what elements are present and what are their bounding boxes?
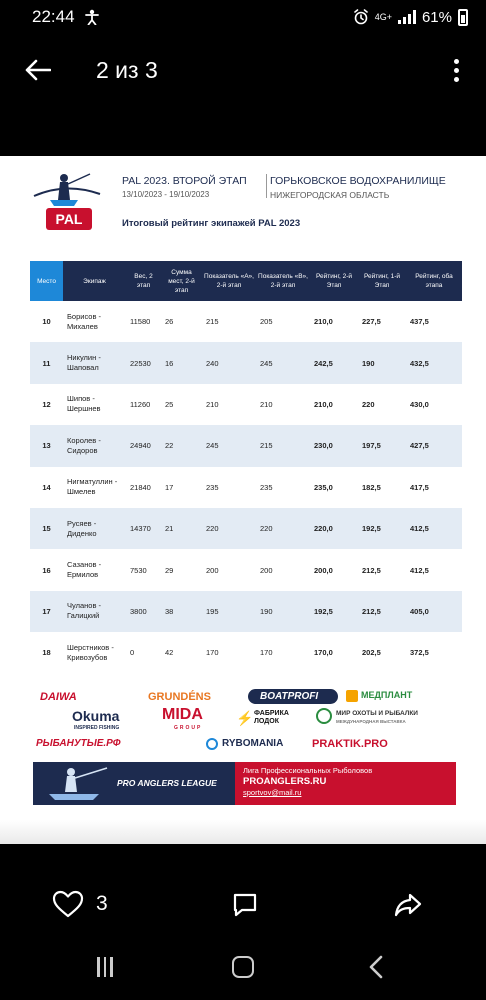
cell-place: 15 <box>30 508 63 549</box>
cell-place: 11 <box>30 342 63 383</box>
table-row <box>30 591 462 632</box>
share-icon <box>394 892 422 918</box>
cell-b: 220 <box>256 508 310 549</box>
cell-place: 12 <box>42 399 51 409</box>
arrow-left-icon <box>25 59 51 81</box>
cell-crew: Сазанов - Ермилов <box>67 560 102 580</box>
column-header: Показатель «В», 2-й этап <box>256 261 310 301</box>
table-row <box>30 632 462 673</box>
cell-a: 235 <box>206 482 219 492</box>
signal-icon <box>398 10 416 24</box>
cell-total: 432,5 <box>406 342 462 383</box>
pal-logo-text: PAL <box>46 208 92 230</box>
cell-a: 195 <box>202 591 256 632</box>
sponsor-rybanutye: РЫБАНУТЫЕ.РФ <box>36 738 121 749</box>
cell-a: 215 <box>206 317 219 327</box>
cell-total: 412,5 <box>406 508 462 549</box>
event-place: ГОРЬКОВСКОЕ ВОДОХРАНИЛИЩЕ <box>270 175 446 187</box>
event-region: НИЖЕГОРОДСКАЯ ОБЛАСТЬ <box>270 190 390 200</box>
column-header: Рейтинг, оба этапа <box>406 261 462 301</box>
home-button[interactable] <box>232 956 254 978</box>
table-header-row <box>30 261 462 301</box>
cell-weight: 11260 <box>130 399 151 409</box>
league-site: PROANGLERS.RU <box>243 776 327 787</box>
sponsor-daiwa: DAIWA <box>40 691 77 703</box>
table-row <box>30 508 462 549</box>
back-button[interactable] <box>18 50 58 90</box>
sponsor-logos <box>34 688 454 758</box>
cell-weight: 11580 <box>130 317 151 327</box>
cell-r1: 202,5 <box>362 648 381 658</box>
cell-r2: 210,0 <box>314 317 333 327</box>
cell-crew: Шерстников - Кривозубов <box>67 642 114 662</box>
cell-place: 16 <box>42 565 51 575</box>
cell-b: 200 <box>260 565 273 575</box>
like-count: 3 <box>96 892 108 915</box>
league-org: Лига Профессиональных Рыболовов <box>243 766 373 775</box>
cell-b: 170 <box>260 648 273 658</box>
system-back-button[interactable] <box>368 955 384 984</box>
column-header: Рейтинг, 1-й Этап <box>358 261 406 301</box>
cell-sum: 17 <box>165 482 174 492</box>
cell-total: 412,5 <box>410 565 429 575</box>
angler-icon <box>30 172 102 212</box>
cell-r1: 212,5 <box>362 565 381 575</box>
cell-r1: 197,5 <box>358 425 406 466</box>
table-title: Итоговый рейтинг экипажей PAL 2023 <box>122 218 301 229</box>
table-row <box>30 549 462 590</box>
cell-crew: Королев - Сидоров <box>63 425 126 466</box>
cell-a: 200 <box>206 565 219 575</box>
cell-a: 245 <box>202 425 256 466</box>
cell-total: 405,0 <box>406 591 462 632</box>
cell-crew: Чуланов - Галицкий <box>63 591 126 632</box>
league-banner <box>33 762 456 805</box>
cell-r1: 182,5 <box>362 482 381 492</box>
cell-sum: 42 <box>165 648 174 658</box>
sponsor-mida-sub: GROUP <box>174 725 203 731</box>
cell-sum: 21 <box>161 508 202 549</box>
network-type: 4G+ <box>374 11 392 22</box>
cell-sum: 22 <box>161 425 202 466</box>
heart-icon <box>52 890 84 918</box>
cell-r1: 220 <box>362 399 375 409</box>
cell-b: 205 <box>260 317 273 327</box>
cell-total: 437,5 <box>410 317 429 327</box>
viewer-top-bar <box>0 40 486 100</box>
document-header <box>30 168 460 238</box>
share-button[interactable] <box>394 892 422 923</box>
like-button[interactable] <box>52 890 108 918</box>
table-row <box>30 467 462 508</box>
battery-percent: 61% <box>421 8 452 26</box>
cell-sum: 16 <box>161 342 202 383</box>
league-name: PRO ANGLERS LEAGUE <box>117 778 217 788</box>
cell-place: 10 <box>42 317 51 327</box>
cell-b: 235 <box>260 482 273 492</box>
cell-weight: 14370 <box>126 508 161 549</box>
league-email: sportvov@mail.ru <box>243 788 302 797</box>
cell-crew: Нигматуллин - Шмелев <box>67 477 118 497</box>
sponsor-okuma: Okuma <box>72 708 120 724</box>
cell-weight: 24940 <box>126 425 161 466</box>
event-title: PAL 2023. ВТОРОЙ ЭТАП <box>122 175 247 187</box>
cell-r1: 227,5 <box>362 317 381 327</box>
cell-a: 170 <box>206 648 219 658</box>
status-bar <box>0 0 486 34</box>
cell-a: 220 <box>202 508 256 549</box>
comment-button[interactable] <box>232 892 258 923</box>
cell-total: 372,5 <box>410 648 429 658</box>
column-header: Показатель «А», 2-й этап <box>202 261 256 301</box>
cell-total: 427,5 <box>406 425 462 466</box>
cell-sum: 26 <box>165 317 174 327</box>
cell-r2: 210,0 <box>314 399 333 409</box>
sponsor-grundens: GRUNDÉNS <box>148 691 211 703</box>
cell-weight: 0 <box>130 648 135 658</box>
system-nav-bar <box>0 942 486 992</box>
cell-weight: 7530 <box>130 565 147 575</box>
cell-place: 13 <box>30 425 63 466</box>
cell-place: 18 <box>42 648 51 658</box>
cell-total: 430,0 <box>410 399 429 409</box>
cell-crew: Борисов - Михалев <box>67 311 102 331</box>
event-dates: 13/10/2023 - 19/10/2023 <box>122 190 210 199</box>
cell-weight: 22530 <box>126 342 161 383</box>
cell-sum: 38 <box>161 591 202 632</box>
accessibility-icon <box>85 9 99 25</box>
cell-r2: 170,0 <box>314 648 333 658</box>
photo-actions <box>0 880 486 930</box>
more-options-button[interactable] <box>446 55 466 85</box>
sponsor-okuma-sub: INSPIRED FISHING <box>74 725 120 731</box>
sponsor-rybomania-icon <box>206 738 218 750</box>
cell-weight: 21840 <box>130 482 151 492</box>
rating-table <box>30 261 462 674</box>
pal-logo <box>30 172 102 236</box>
column-header: Место <box>30 261 63 301</box>
sponsor-mir-icon <box>316 708 332 724</box>
cell-place: 14 <box>42 482 51 492</box>
sponsor-fabrika-icon: ⚡ <box>236 710 254 726</box>
cell-a: 210 <box>206 399 219 409</box>
sponsor-mir: МИР ОХОТЫ И РЫБАЛКИ <box>336 710 418 717</box>
sponsor-mir-sub: МЕЖДУНАРОДНАЯ ВЫСТАВКА <box>336 719 406 724</box>
cell-r1: 190 <box>358 342 406 383</box>
cell-b: 215 <box>256 425 310 466</box>
recent-apps-button[interactable] <box>97 957 117 977</box>
sponsor-praktik: PRAKTIK.PRO <box>312 738 388 750</box>
cell-a: 240 <box>202 342 256 383</box>
photo <box>0 156 486 844</box>
sponsor-fabrika: ФАБРИКА ЛОДОК <box>254 710 289 725</box>
league-banner-left <box>33 762 235 805</box>
table-row <box>30 384 462 425</box>
image-counter: 2 из 3 <box>96 56 158 83</box>
cell-crew: Русяев - Диденко <box>63 508 126 549</box>
cell-total: 417,5 <box>410 482 429 492</box>
angler-boat-icon <box>43 764 113 804</box>
chevron-left-icon <box>368 955 384 979</box>
battery-icon <box>458 9 468 26</box>
cell-r2: 235,0 <box>314 482 333 492</box>
table-row <box>30 342 462 383</box>
sponsor-medplant-icon <box>346 690 358 702</box>
clock: 22:44 <box>32 7 75 26</box>
table-row <box>30 425 462 466</box>
photo-fade <box>0 820 486 844</box>
cell-place: 17 <box>30 591 63 632</box>
cell-sum: 29 <box>165 565 174 575</box>
cell-r1: 212,5 <box>358 591 406 632</box>
column-header: Вес, 2 этап <box>126 261 161 301</box>
cell-crew: Шипов - Шершнев <box>67 394 101 414</box>
cell-crew: Никулин - Шаповал <box>63 342 126 383</box>
comment-icon <box>232 892 258 918</box>
cell-r2: 192,5 <box>310 591 358 632</box>
header-divider <box>266 174 267 198</box>
column-header: Экипаж <box>63 261 126 301</box>
sponsor-medplant: МЕДПЛАНТ <box>361 690 413 700</box>
cell-b: 190 <box>256 591 310 632</box>
cell-weight: 3800 <box>126 591 161 632</box>
league-banner-right <box>235 762 456 805</box>
sponsor-rybomania: RYBOMANIA <box>222 738 284 749</box>
alarm-icon <box>353 9 369 25</box>
cell-r1: 192,5 <box>358 508 406 549</box>
cell-r2: 230,0 <box>310 425 358 466</box>
cell-sum: 25 <box>165 399 174 409</box>
table-row <box>30 301 462 342</box>
column-header: Сумма мест, 2-й этап <box>161 261 202 301</box>
sponsor-boatprofi-text: BOATPROFI <box>260 691 319 702</box>
column-header: Рейтинг, 2-й Этап <box>310 261 358 301</box>
cell-b: 210 <box>260 399 273 409</box>
cell-r2: 200,0 <box>314 565 333 575</box>
sponsor-mida: MIDA <box>162 706 203 723</box>
cell-r2: 242,5 <box>310 342 358 383</box>
cell-b: 245 <box>256 342 310 383</box>
cell-r2: 220,0 <box>310 508 358 549</box>
